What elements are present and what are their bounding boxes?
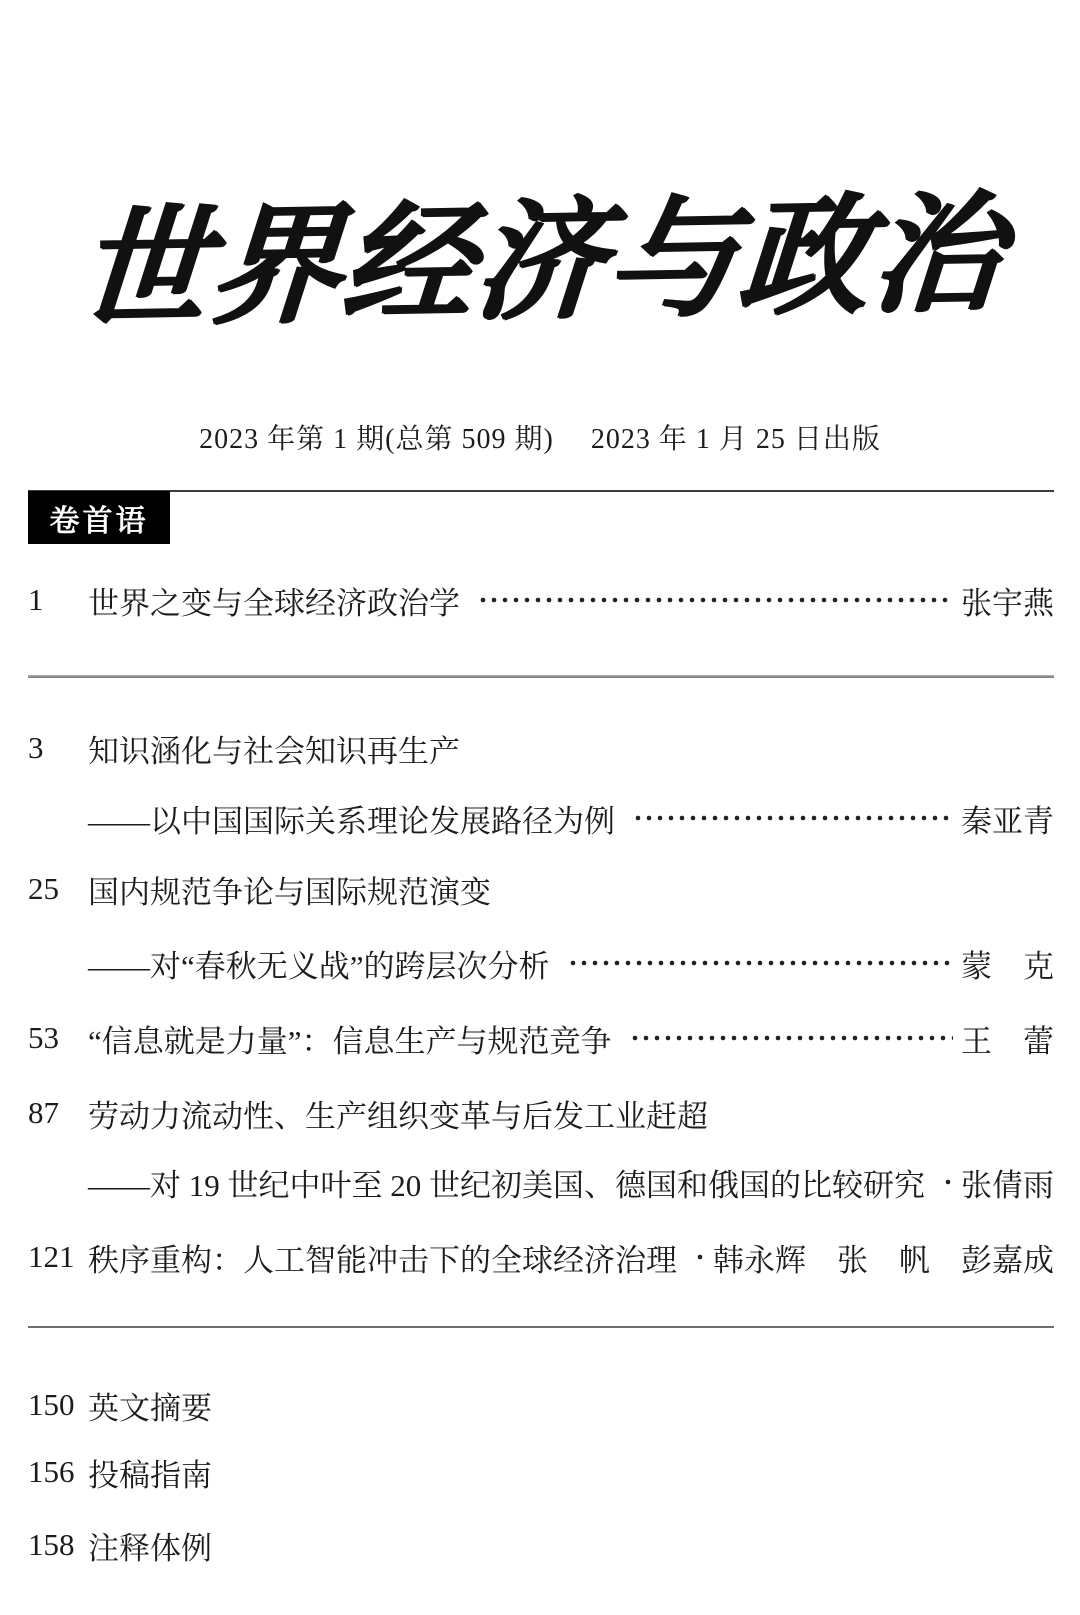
article-title: 国内规范争论与国际规范演变 [88,874,491,910]
toc-row [28,1092,1054,1134]
page-number: 87 [28,1095,59,1130]
article-title: 注释体例 [88,1530,212,1566]
page-number: 158 [28,1527,75,1562]
journal-title-calligraphy: 世界经济与政治 [72,182,1008,344]
article-authors: 蒙 克 [961,948,1054,984]
article-title: 知识涵化与社会知识再生产 [88,733,460,769]
article-subtitle: ——对 19 世纪中叶至 20 世纪初美国、德国和俄国的比较研究 [88,1167,925,1203]
section-header-rule [28,490,1054,492]
toc-row [28,1236,1054,1278]
toc-subtitle-row [28,942,1054,984]
article-authors: 张宇燕 [961,585,1054,621]
dot-leader [943,1161,953,1203]
page-number: 1 [28,582,44,617]
toc-subtitle-row [28,1161,1054,1203]
toc-row [28,1017,1054,1059]
page-number: 121 [28,1239,75,1274]
page-number: 53 [28,1020,59,1055]
dot-leader [633,797,953,839]
article-authors: 韩永辉 张 帆 彭嘉成 [713,1242,1054,1278]
dot-leader [695,1236,705,1278]
toc-row [28,727,1054,769]
article-subtitle: ——以中国国际关系理论发展路径为例 [88,803,615,839]
issue-publication-line: 2023 年第 1 期(总第 509 期) 2023 年 1 月 25 日出版 [199,424,881,455]
page-number: 156 [28,1454,75,1489]
article-title: 秩序重构：人工智能冲击下的全球经济治理 [88,1242,677,1278]
section-divider [28,1326,1054,1328]
toc-row [28,579,1054,621]
page-number: 150 [28,1387,75,1422]
article-subtitle: ——对“春秋无义战”的跨层次分析 [88,948,550,984]
toc-subtitle-row [28,797,1054,839]
section-header-foreword [28,491,170,544]
section-label: 卷首语 [49,504,149,538]
dot-leader [478,579,953,621]
toc-row [28,1451,1054,1493]
toc-row [28,868,1054,910]
article-authors: 秦亚青 [961,803,1054,839]
dot-leader [568,942,953,984]
article-authors: 张倩雨 [961,1167,1054,1203]
page-number: 25 [28,871,59,906]
article-title: 投稿指南 [88,1457,212,1493]
toc-row [28,1524,1054,1566]
article-title: 世界之变与全球经济政治学 [88,585,460,621]
dot-leader [630,1017,953,1059]
article-title: 英文摘要 [88,1390,212,1426]
article-title: 劳动力流动性、生产组织变革与后发工业赶超 [88,1098,708,1134]
page-number: 3 [28,730,44,765]
toc-row [28,1384,1054,1426]
article-authors: 王 蕾 [961,1023,1054,1059]
section-divider [28,675,1054,678]
article-title: “信息就是力量”：信息生产与规范竞争 [88,1023,612,1059]
